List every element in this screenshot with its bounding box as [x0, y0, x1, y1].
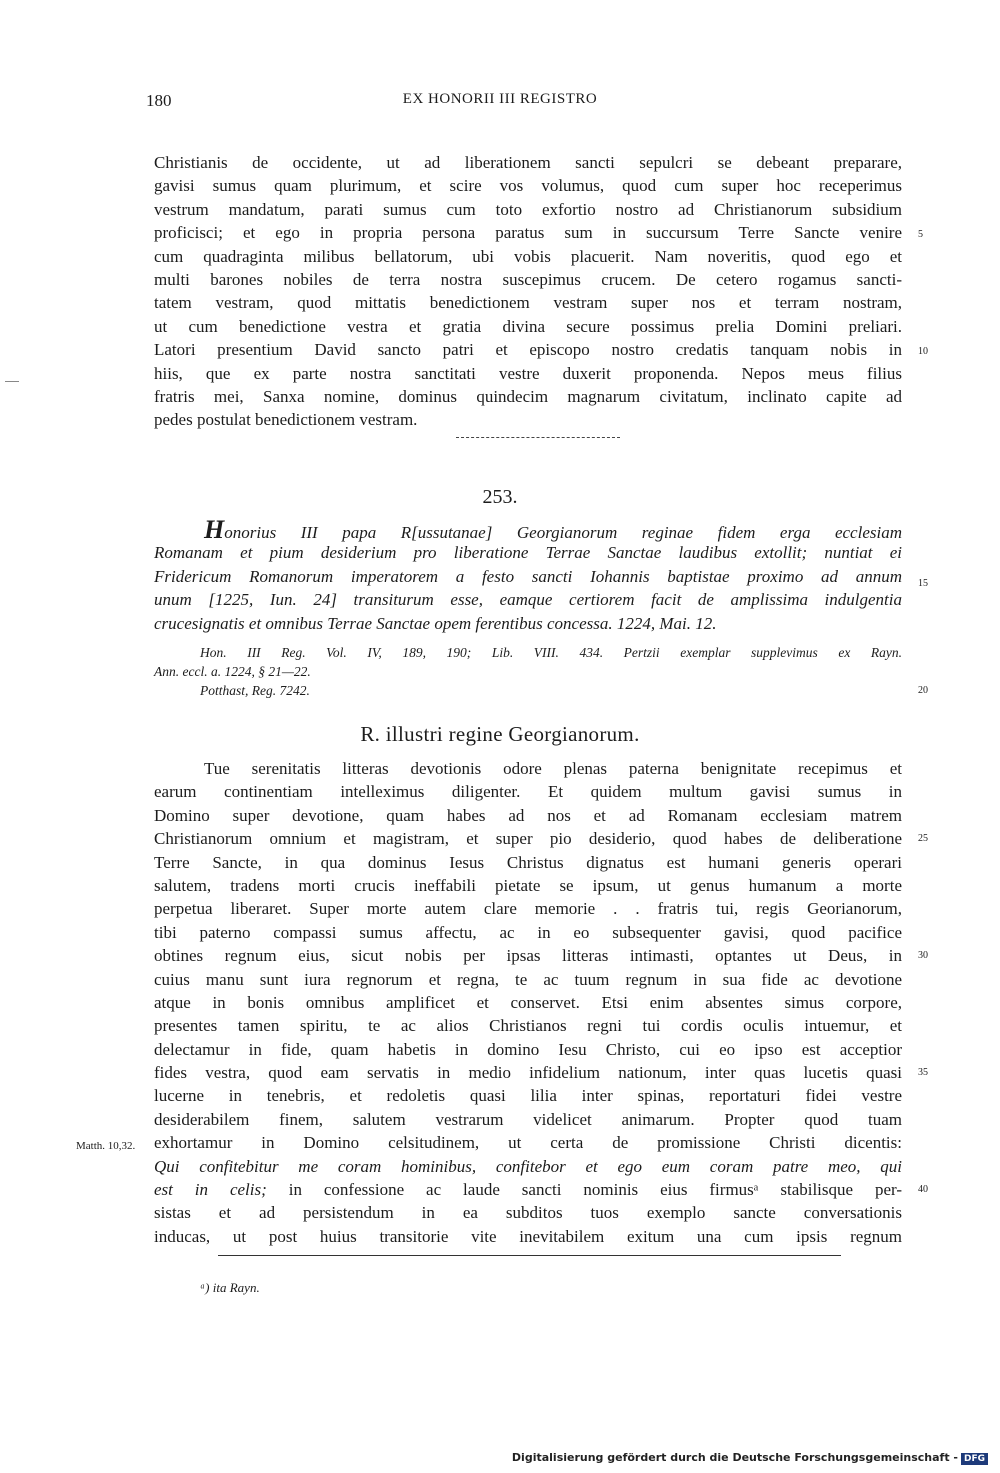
text-line: Potthast, Reg. 7242.: [200, 683, 310, 698]
text-line-rest: in confessione ac laude sancti nominis eius firmusᵃ stabilisque per-: [288, 1180, 903, 1200]
text-line: cum quadraginta milibus bellatorum, ubi vobis placuerit. Nam noveritis, quod ego et: [154, 246, 902, 266]
text-line: unum [1225, Iun. 24] transiturum esse, eamque certiorem facit de amplissima indulgentia: [154, 590, 902, 610]
text-line: Terre Sancte, in qua dominus Iesus Christus dignatus est humani generis operari: [154, 852, 902, 872]
text-line: inducas, ut post huius transitorie vite inevitabilem exitum una cum ipsis regnum: [154, 1226, 902, 1246]
footnote: ᵃ) ita Rayn.: [200, 1280, 260, 1295]
text-line: lucerne in tenebris, et redoletis quasi lilia inter spinas, reportaturi fidei vestre: [154, 1086, 902, 1106]
text-line: delectamur in fide, quam habetis in domino Iesu Christo, cui eo ipso est acceptior: [154, 1039, 902, 1059]
digitization-credit: [512, 1451, 988, 1465]
text-line: perpetua liberaret. Super morte autem clare memorie . . fratris tui, regis Georianorum,: [154, 899, 902, 919]
line-number: 30: [918, 950, 928, 961]
margin-mark: [5, 381, 19, 382]
line-number: 5: [918, 229, 923, 240]
line-number: 25: [918, 833, 928, 844]
document-number: 253.: [482, 486, 518, 508]
text-line: est in celis; in confessione ac laude sancti nominis eius firmusᵃ stabilisque per-: [154, 1180, 903, 1200]
text-line: crucesignatis et omnibus Terrae Sanctae opem ferentibus concessa. 1224, Mai. 12.: [154, 613, 717, 633]
text-line: ut cum benedictione vestra et gratia divina secure possimus prelia Domini preliari.: [154, 316, 902, 336]
running-title: EX HONORII III REGISTRO: [402, 91, 598, 107]
top-paragraph: [154, 151, 902, 432]
addressee-heading: R. illustri regine Georgianorum.: [360, 722, 640, 746]
text-line: presentes tamen spiritu, te ac alios Christianos regni tui cordis oculis intuemur, et: [154, 1016, 902, 1036]
text-line: cuius manu sunt iura regnorum et regna, te ac tuum regnum in sua fide ac devotione: [154, 969, 902, 989]
text-line: Latori presentium David sancto patri et episcopo nostro credatis tanquam nobis in: [154, 340, 902, 360]
text-line: salutem, tradens morti crucis ineffabili pietate se ipsum, ut genus humanum a morte: [154, 875, 902, 895]
summary: [154, 515, 902, 635]
line-number: 15: [918, 578, 928, 589]
text-line: onorius III papa R[ussutanae] Georgianorum reginae fidem erga ecclesiam: [224, 523, 902, 542]
section-separator: [456, 437, 620, 438]
dfg-logo: DFG: [961, 1453, 988, 1465]
text-line: pedes postulat benedictionem vestram.: [154, 410, 418, 430]
letter-body: [154, 757, 902, 1248]
page-number: 180: [146, 91, 172, 110]
text-line: desiderabilem finem, salutem vestrarum videlicet animarum. Propter quod tuam: [154, 1109, 902, 1129]
text-line: hiis, que ex parte nostra sanctitati vestre duxerit proponenda. Nepos meus filius: [154, 363, 902, 383]
line-number: 20: [918, 685, 928, 696]
text-line: tibi paterno compassi sumus affectu, ac in eo subsequenter gavisi, quod pacifice: [154, 922, 902, 942]
line-number: 40: [918, 1184, 928, 1195]
drop-cap: H: [204, 515, 225, 544]
text-line: Romanam et pium desiderium pro liberatione Terrae Sanctae laudibus extollit; nuntiat ei: [154, 543, 902, 563]
text-line: vestrum mandatum, parati sumus cum toto exfortio nostro ad Christianorum subsidium: [154, 199, 902, 219]
line-number: 10: [918, 346, 928, 357]
text-line: Christianorum omnium et magistram, et super pio desiderio, quod habes de deliberatione: [154, 829, 902, 849]
line-number: 35: [918, 1067, 928, 1078]
text-line: Ann. eccl. a. 1224, § 21—22.: [154, 664, 311, 679]
text-line: sistas et ad persistendum in ea subditos tuos exemplo sancte conversationis: [154, 1203, 902, 1223]
text-line: obtines regnum eius, sicut nobis per ipsas litteras intimasti, optantes ut Deus, in: [154, 946, 902, 966]
sources: [154, 643, 902, 700]
text-line: Domino super devotione, quam habes ad nos et ad Romanam ecclesiam matrem: [154, 805, 902, 825]
text-line: gavisi sumus quam plurimum, et scire vos volumus, quod cum super hoc receperimus: [154, 176, 902, 196]
text-line: Hon. III Reg. Vol. IV, 189, 190; Lib. VIII. 434. Pertzii exemplar supplevimus ex Rayn.: [200, 645, 902, 660]
text-line: proficisci; et ego in propria persona paratus sum in succursum Terre Sancte venire: [154, 223, 902, 243]
text-line: exhortamur in Domino celsitudinem, ut certa de promissione Christi dicentis:: [154, 1133, 902, 1153]
text-line: Fridericum Romanorum imperatorem a festo sancti Iohannis baptistae proximo ad annum: [154, 566, 902, 586]
text-line: Tue serenitatis litteras devotionis odore plenas paterna benignitate recepimus et: [204, 759, 902, 778]
credit-text: Digitalisierung gefördert durch die Deutsche Forschungsgemeinschaft -: [511, 1451, 958, 1464]
text-line: fides vestra, quod eam servatis in medio infidelium nationum, inter quas lucetis quasi: [154, 1063, 902, 1083]
text-line: Qui confitebitur me coram hominibus, confitebor et ego eum coram patre meo, qui: [154, 1156, 902, 1176]
text-line: tatem vestram, quod mittatis benedictionem vestram super nos et terram nostram,: [154, 293, 902, 313]
text-line: atque in bonis omnibus amplificet et conservet. Etsi enim absentes simus corpore,: [154, 992, 902, 1012]
text-line: earum continentiam intelleximus diligenter. Et quidem multum gavisi sumus in: [154, 782, 902, 802]
text-line: multi barones nobiles de terra nostra suscepimus crucem. De cetero rogamus sancti-: [154, 269, 902, 289]
text-line: fratris mei, Sanxa nomine, dominus quindecim magnarum civitatum, inclinato capite ad: [154, 386, 902, 406]
text-line: Christianis de occidente, ut ad liberationem sancti sepulcri se debeant preparare,: [154, 153, 902, 172]
footnote-rule: [218, 1255, 841, 1256]
margin-reference: Matth. 10,32.: [76, 1140, 136, 1152]
